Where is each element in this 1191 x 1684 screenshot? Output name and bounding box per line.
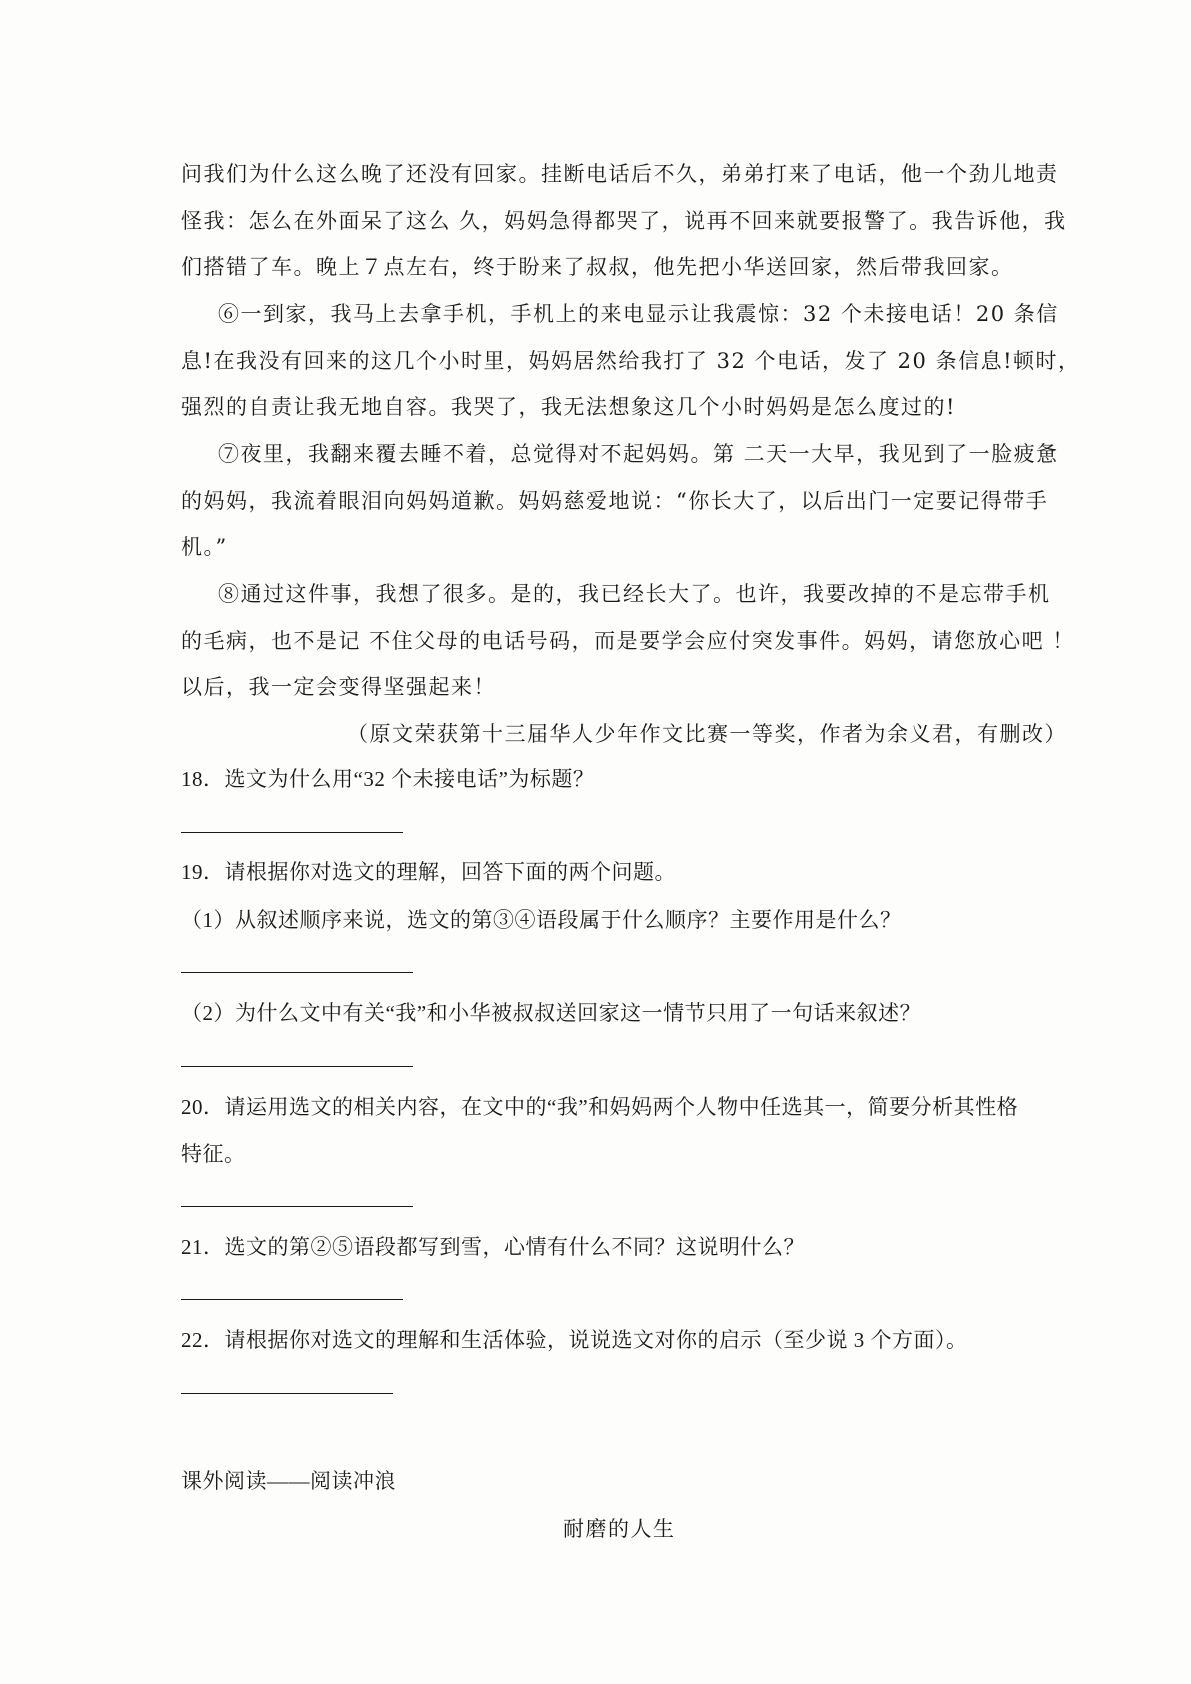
passage-line: 以后，我一定会变得坚强起来！ — [181, 675, 496, 699]
passage-line: 机。” — [181, 535, 228, 559]
answer-blank[interactable] — [181, 1393, 393, 1394]
passage-line: 强烈的自责让我无地自容。我哭了，我无法想象这几个小时妈妈是怎么度过的! — [181, 395, 956, 419]
answer-blank[interactable] — [181, 1066, 413, 1067]
answer-blank[interactable] — [181, 1299, 403, 1300]
passage-line: 怪我：怎么在外面呆了这么 久，妈妈急得都哭了，说再不回来就要报警了。我告诉他，我 — [181, 209, 1067, 233]
question-18: 18．选文为什么用“32 个未接电话”为标题？ — [181, 767, 595, 791]
answer-blank[interactable] — [181, 972, 413, 973]
passage-line: 息!在我没有回来的这几个小时里，妈妈居然给我打了 32 个电话，发了 20 条信息!顿时， — [181, 349, 1081, 373]
passage-line: 问我们为什么这么晚了还没有回家。挂断电话后不久，弟弟打来了电话，他一个劲儿地责 — [181, 162, 1059, 186]
answer-blank[interactable] — [181, 832, 403, 833]
passage-line: ⑦夜里，我翻来覆去睡不着，总觉得对不起妈妈。第 二天一大早，我见到了一脸疲惫 — [218, 442, 1059, 466]
passage-line: ⑥一到家，我马上去拿手机，手机上的来电显示让我震惊：32 个未接电话！20 条信 — [218, 302, 1059, 326]
question-19-part-1: （1）从叙述顺序来说，选文的第③④语段属于什么顺序？主要作用是什么？ — [181, 908, 902, 932]
question-20-line-2: 特征。 — [181, 1142, 246, 1166]
source-note: （原文荣获第十三届华人少年作文比赛一等奖，作者为余义君，有删改） — [347, 722, 1067, 746]
question-21: 21．选文的第②⑤语段都写到雪，心情有什么不同？这说明什么？ — [181, 1235, 805, 1259]
question-22: 22．请根据你对选文的理解和生活体验，说说选文对你的启示（至少说 3 个方面）。 — [181, 1328, 968, 1352]
question-20-line-1: 20．请运用选文的相关内容，在文中的“我”和妈妈两个人物中任选其一，简要分析其性格 — [181, 1095, 1019, 1119]
section-heading: 课外阅读——阅读冲浪 — [181, 1469, 396, 1493]
question-19-part-2: （2）为什么文中有关“我”和小华被叔叔送回家这一情节只用了一句话来叙述？ — [181, 1001, 922, 1025]
article-title: 耐磨的人生 — [563, 1517, 676, 1541]
passage-line: 的毛病，也不是记 不住父母的电话号码，而是要学会应付突发事件。妈妈，请您放心吧 ！ — [181, 629, 1075, 653]
answer-blank[interactable] — [181, 1206, 413, 1207]
passage-line: 们搭错了车。晚上７点左右，终于盼来了叔叔，他先把小华送回家，然后带我回家。 — [181, 255, 1014, 279]
passage-line: 的妈妈，我流着眼泪向妈妈道歉。妈妈慈爱地说：“你长大了，以后出门一定要记得带手 — [181, 489, 1049, 513]
question-19: 19．请根据你对选文的理解，回答下面的两个问题。 — [181, 860, 676, 884]
passage-line: ⑧通过这件事，我想了很多。是的，我已经长大了。也许，我要改掉的不是忘带手机 — [218, 582, 1051, 606]
